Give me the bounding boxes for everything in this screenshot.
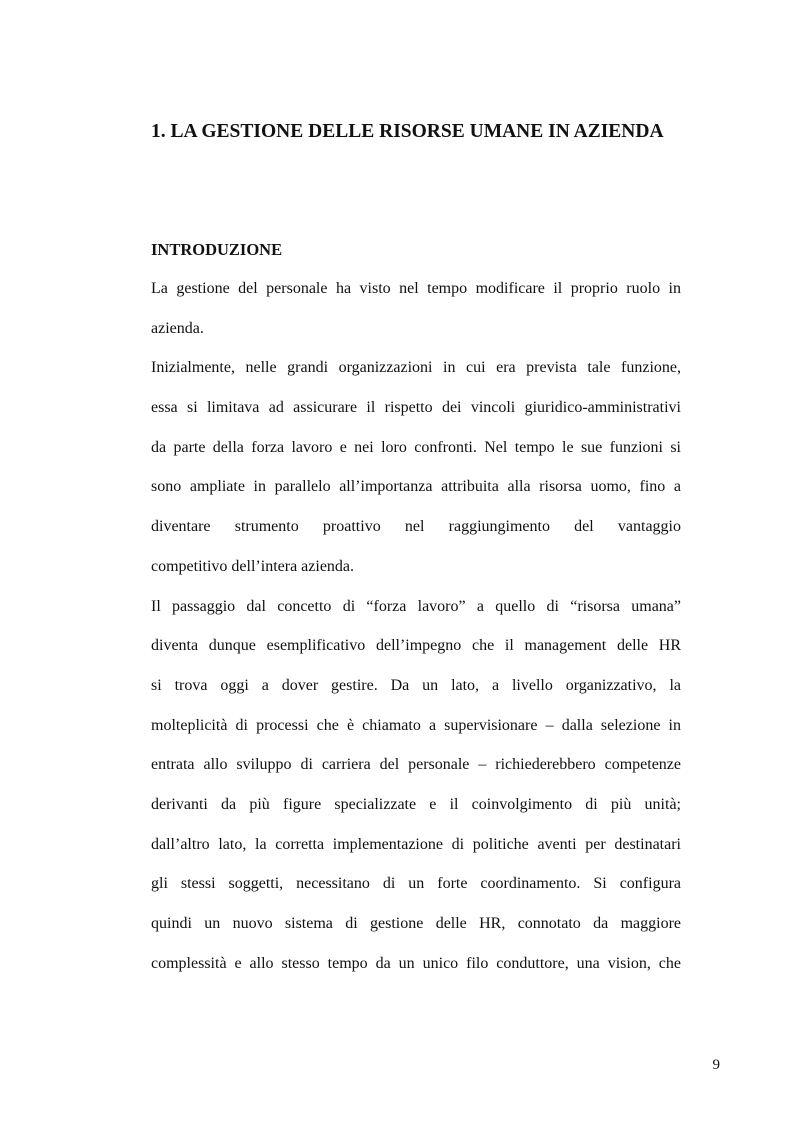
text-line: dall’altro lato, la corretta implementazione di politiche aventi per destinatari	[151, 835, 681, 853]
paragraph-1	[151, 274, 681, 353]
section-heading: INTRODUZIONE	[151, 240, 283, 259]
text-line: diventa dunque esemplificativo dell’impegno che il management delle HR	[151, 637, 681, 655]
text-line: diventare strumento proattivo nel raggiungimento del vantaggio	[151, 518, 681, 536]
text-line: derivanti da più figure specializzate e il coinvolgimento di più unità;	[151, 795, 681, 813]
text-line: gli stessi soggetti, necessitano di un forte coordinamento. Si configura	[151, 875, 681, 893]
text-line: azienda.	[151, 319, 204, 337]
text-line: essa si limitava ad assicurare il rispetto dei vincoli giuridico-amministrativi	[151, 399, 681, 417]
text-line: complessità e allo stesso tempo da un unico filo conduttore, una vision, che	[151, 954, 681, 972]
text-line: quindi un nuovo sistema di gestione delle HR, connotato da maggiore	[151, 915, 681, 932]
chapter-title: 1. LA GESTIONE DELLE RISORSE UMANE IN AZIENDA	[151, 121, 664, 142]
text-line: si trova oggi a dover gestire. Da un lato, a livello organizzativo, la	[151, 676, 681, 694]
text-line: Il passaggio dal concetto di “forza lavoro” a quello di “risorsa umana”	[151, 597, 681, 615]
page-number: 9	[712, 1057, 720, 1073]
text-line: La gestione del personale ha visto nel tempo modificare il proprio ruolo in	[151, 280, 681, 297]
text-line: competitivo dell’intera azienda.	[151, 557, 355, 575]
text-line: Inizialmente, nelle grandi organizzazioni in cui era prevista tale funzione,	[151, 359, 681, 377]
text-line: da parte della forza lavoro e nei loro confronti. Nel tempo le sue funzioni si	[151, 438, 681, 456]
text-line: sono ampliate in parallelo all’importanza attribuita alla risorsa uomo, fino a	[151, 478, 681, 496]
paragraph-2	[151, 353, 681, 591]
body-text	[151, 274, 681, 988]
text-line: molteplicità di processi che è chiamato a supervisionare – dalla selezione in	[151, 716, 681, 734]
paragraph-3	[151, 592, 681, 989]
text-line: entrata allo sviluppo di carriera del personale – richiederebbero competenze	[151, 756, 681, 774]
